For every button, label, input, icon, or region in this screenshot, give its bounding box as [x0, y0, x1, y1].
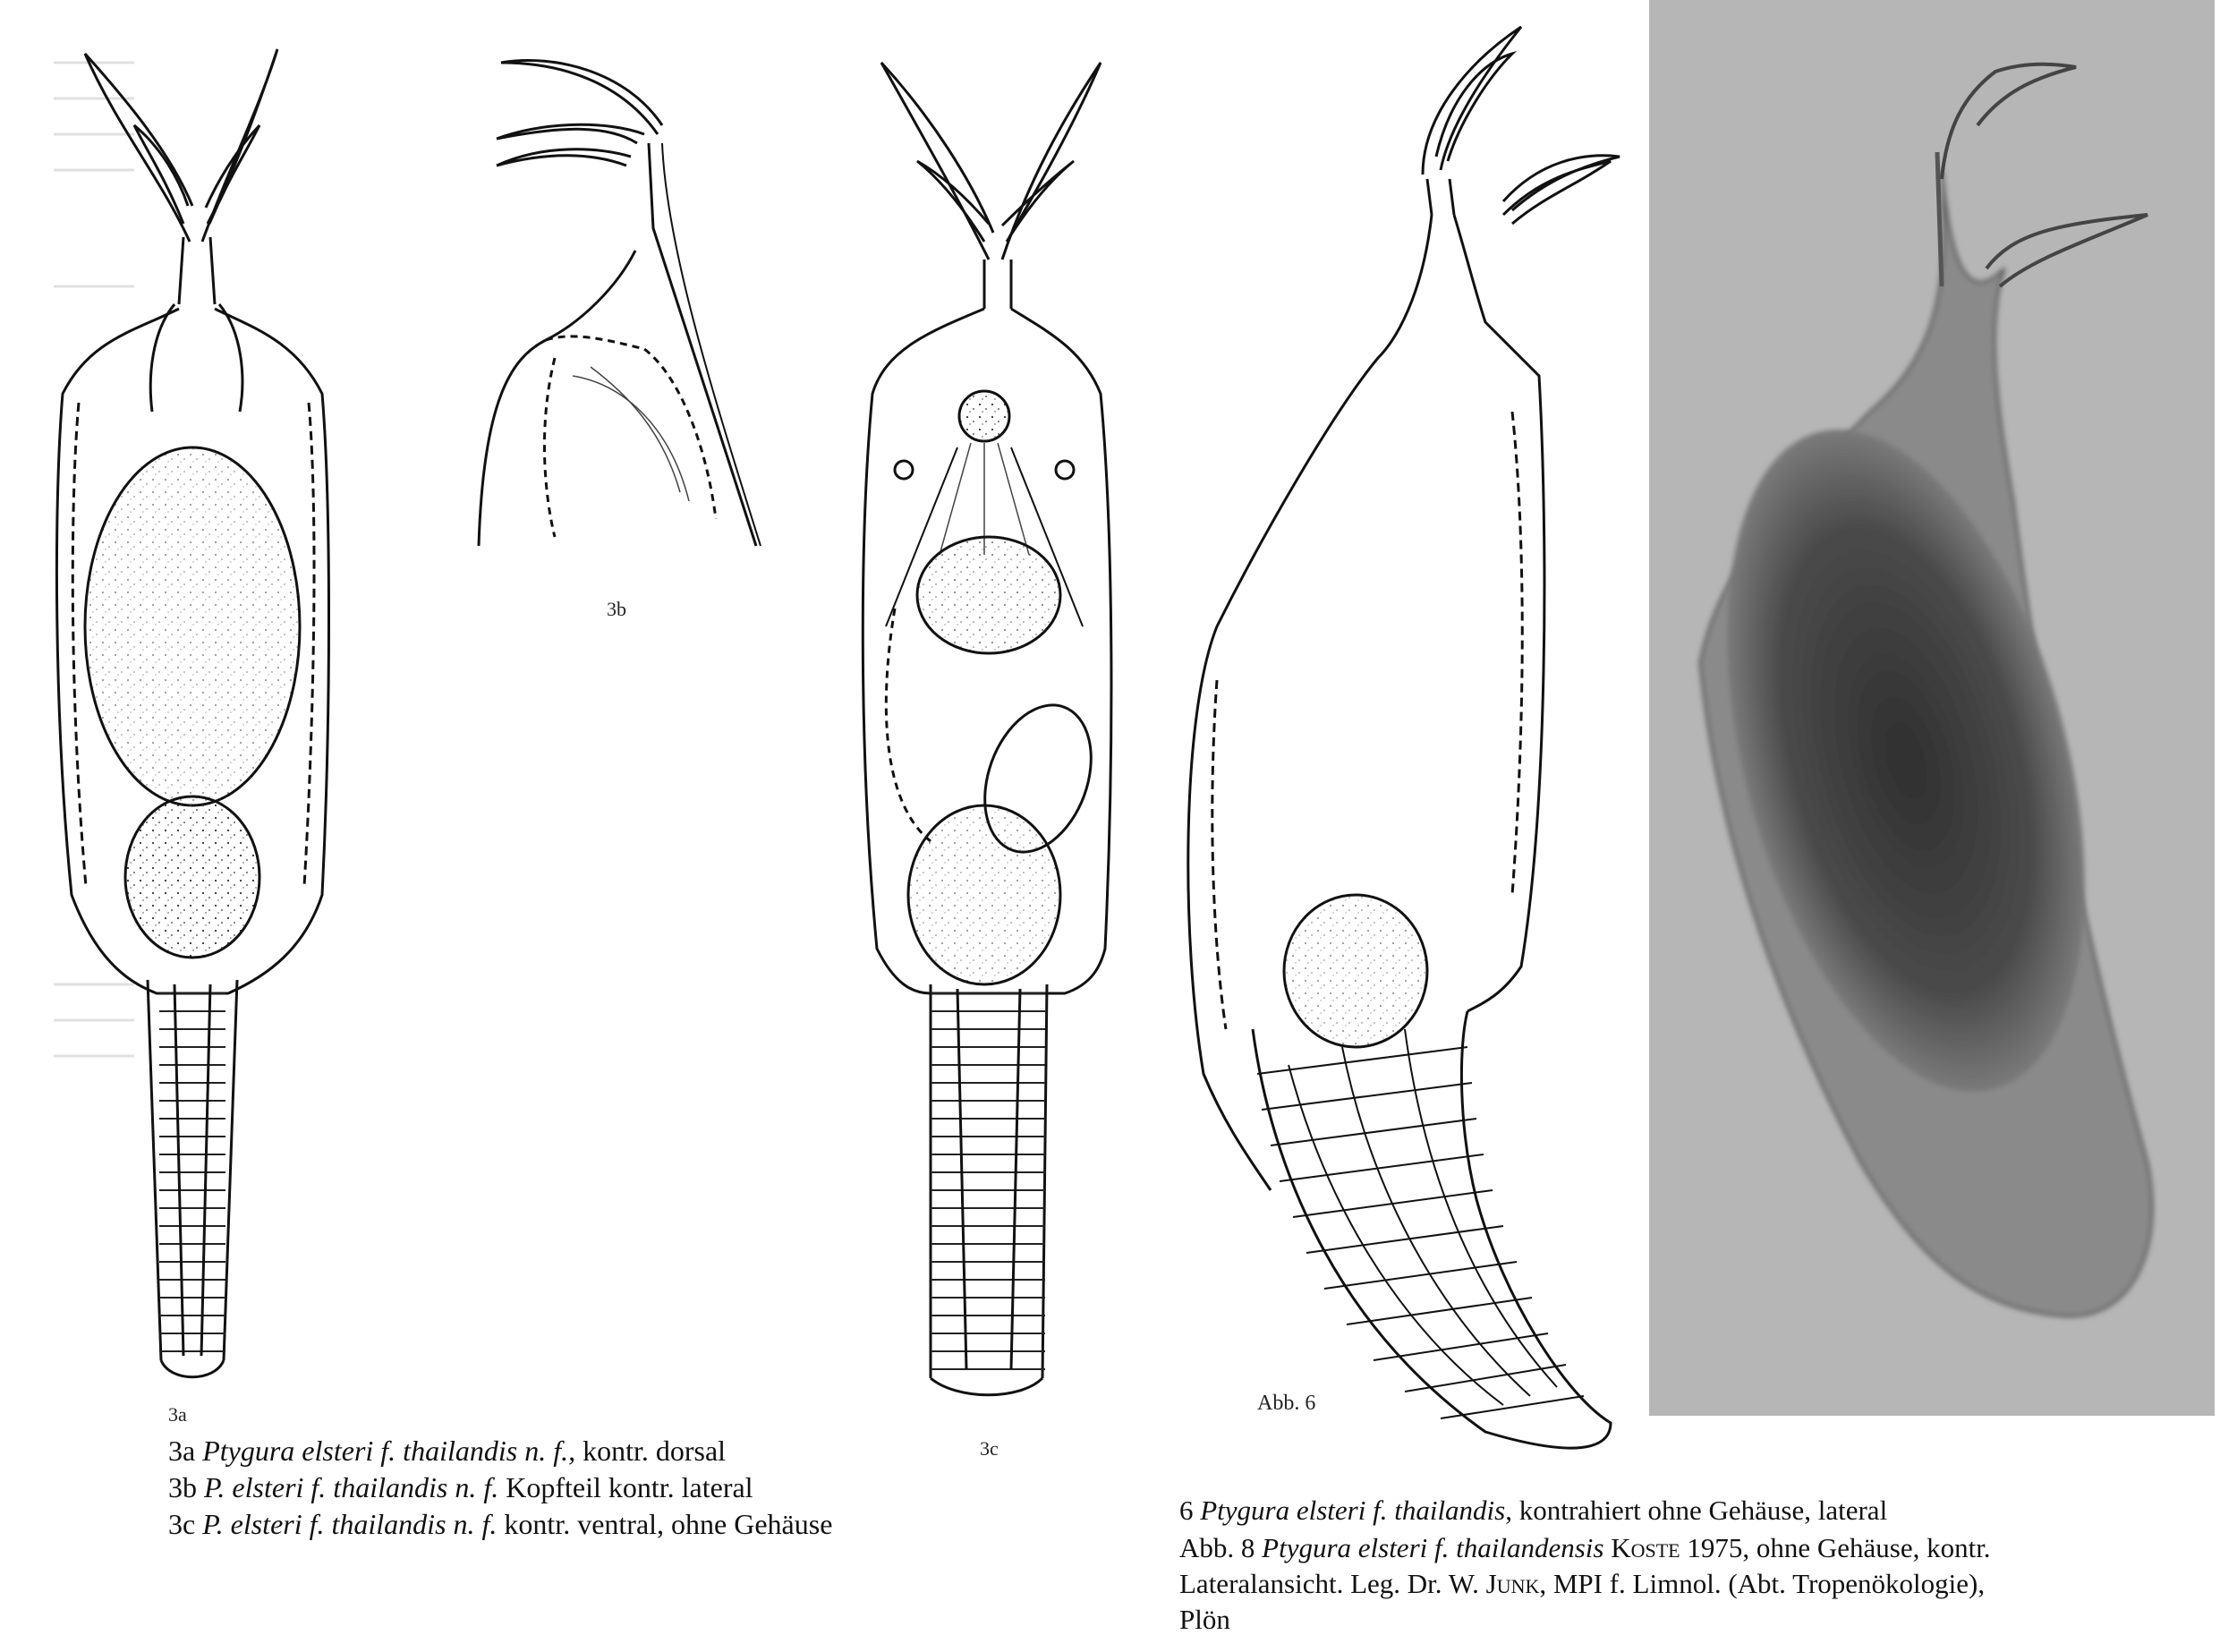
- caption-figure-6-8: [1179, 1493, 1991, 1638]
- caption-3a-text: kontr. dorsal: [583, 1435, 727, 1467]
- caption-line-8b: [1179, 1566, 1991, 1602]
- figure-3b-drawing: [479, 61, 761, 546]
- caption-3a-number: 3a: [168, 1435, 196, 1467]
- caption-6-number: 6: [1179, 1494, 1194, 1526]
- caption-3c-species: P. elsteri f. thailandis n. f.: [202, 1508, 498, 1540]
- caption-8-author: Koste: [1611, 1532, 1680, 1563]
- figure-3a-drawing: [56, 49, 328, 1377]
- caption-8-text: 1975, ohne Gehäuse, kontr.: [1687, 1532, 1991, 1563]
- caption-figure-3: [168, 1433, 832, 1543]
- caption-line-3c: [168, 1506, 832, 1543]
- figure-3c-drawing: [863, 63, 1111, 1395]
- caption-6-text: , kontrahiert ohne Gehäuse, lateral: [1505, 1494, 1888, 1526]
- label-fig-3c: 3c: [980, 1437, 999, 1460]
- figure-6-drawing: [1188, 27, 1620, 1448]
- caption-3b-text: Kopfteil kontr. lateral: [506, 1471, 753, 1503]
- caption-8-text-3: Plön: [1179, 1604, 1230, 1635]
- caption-line-6: [1179, 1493, 1991, 1529]
- caption-8-collector: Junk: [1485, 1568, 1540, 1599]
- caption-line-3b: [168, 1469, 832, 1506]
- caption-3c-number: 3c: [168, 1508, 196, 1540]
- caption-3c-text: kontr. ventral, ohne Gehäuse: [504, 1508, 833, 1540]
- caption-8-text-2a: Lateralansicht. Leg. Dr. W.: [1179, 1568, 1479, 1599]
- caption-3a-species: Ptygura elsteri f. thailandis n. f.,: [202, 1435, 576, 1467]
- caption-line-3a: [168, 1433, 832, 1469]
- caption-3b-number: 3b: [168, 1471, 197, 1503]
- caption-8-number: Abb. 8: [1179, 1532, 1255, 1563]
- label-fig-6: Abb. 6: [1257, 1392, 1316, 1415]
- caption-6-species: Ptygura elsteri f. thailandis: [1200, 1494, 1506, 1526]
- caption-line-8a: [1179, 1530, 1991, 1566]
- caption-8-species: Ptygura elsteri f. thailandensis: [1262, 1532, 1604, 1563]
- caption-8-text-2b: , MPI f. Limnol. (Abt. Tropenökologie),: [1539, 1568, 1986, 1599]
- label-fig-3a: 3a: [168, 1403, 187, 1426]
- caption-line-8c: [1179, 1602, 1991, 1638]
- label-fig-3b: 3b: [607, 598, 626, 620]
- caption-3b-species: P. elsteri f. thailandis n. f.: [204, 1471, 499, 1503]
